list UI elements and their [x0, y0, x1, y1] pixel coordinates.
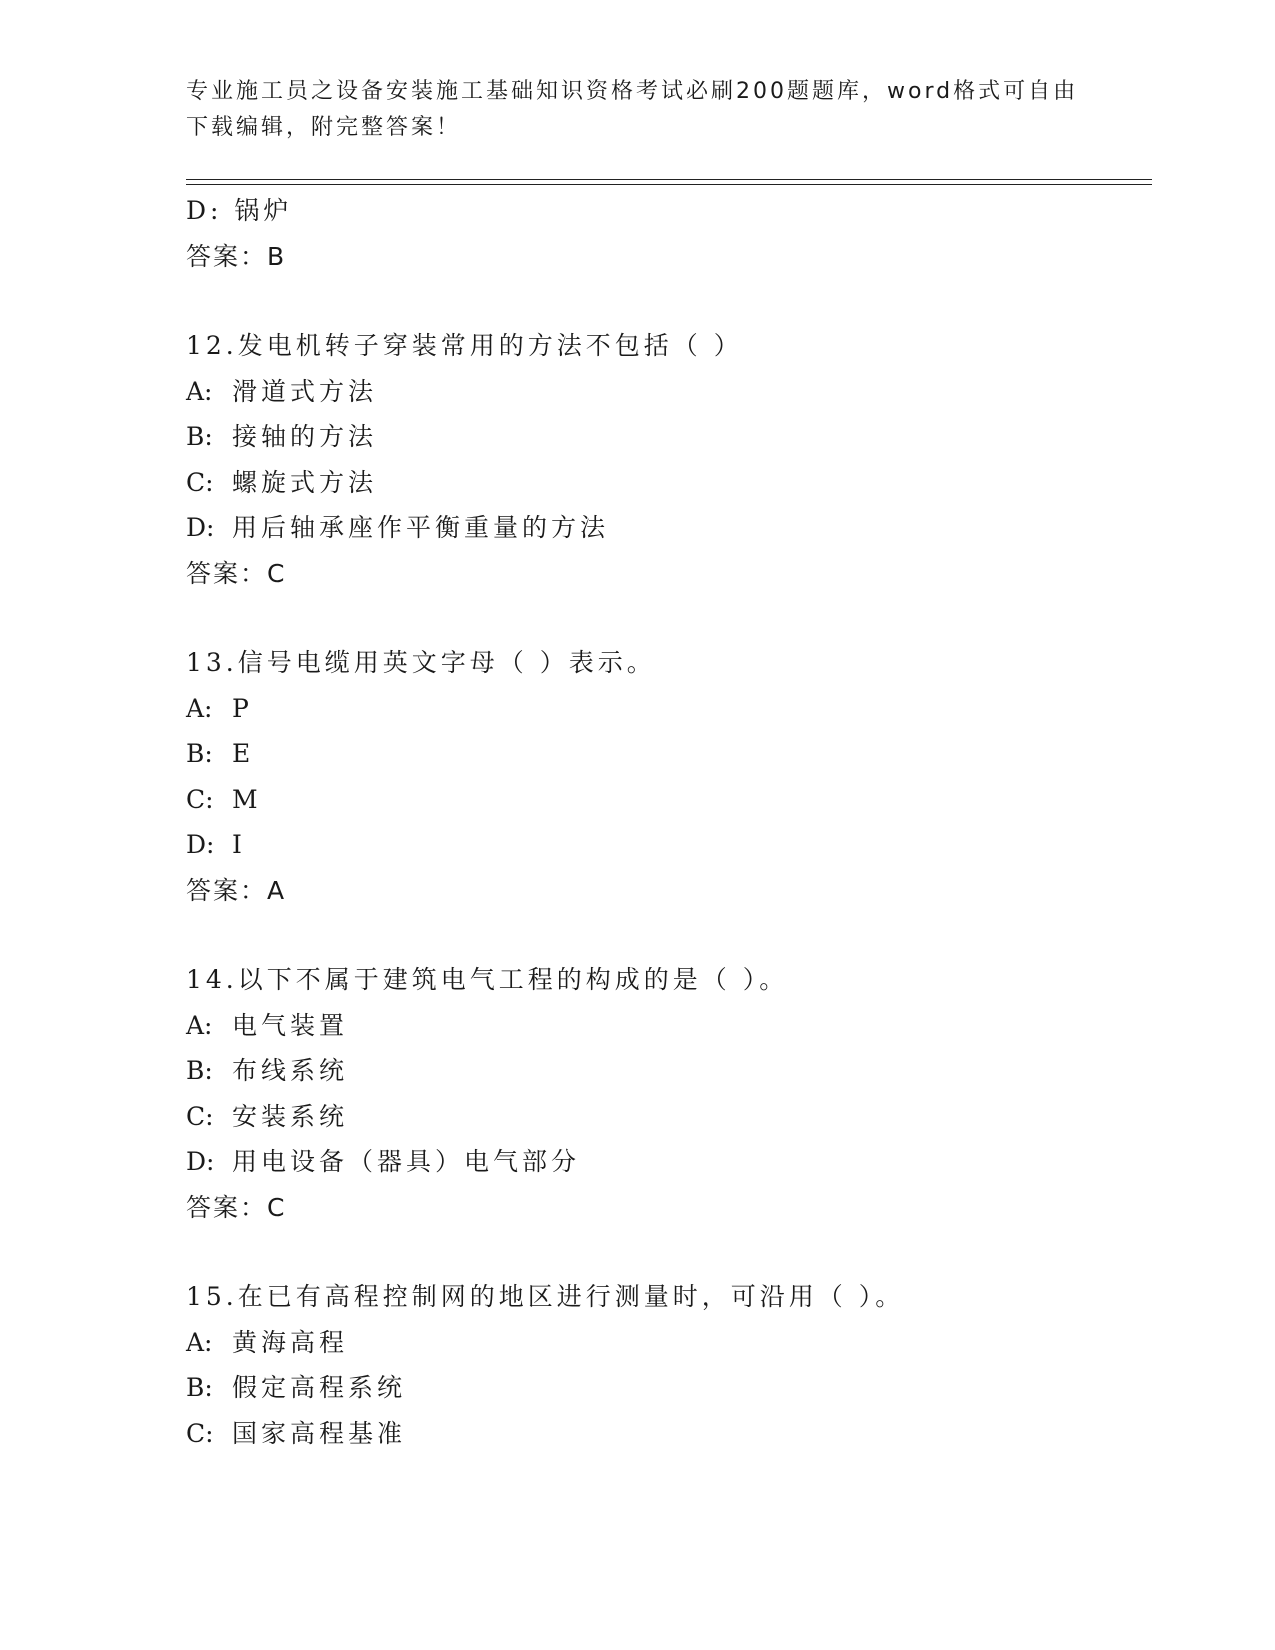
- question-stem: 14.以下不属于建筑电气工程的构成的是（ ）。: [186, 965, 789, 994]
- option-letter: C:: [186, 1418, 214, 1448]
- option-text: I: [232, 830, 246, 859]
- option-letter: A:: [186, 376, 213, 406]
- option-text: 接轴的方法: [232, 422, 378, 451]
- option-letter: D:: [186, 1147, 215, 1176]
- option-c: [186, 1411, 1152, 1457]
- option-d: [186, 1139, 1152, 1185]
- option-letter: B:: [186, 1056, 213, 1085]
- option-text: 用电设备（器具）电气部分: [232, 1147, 581, 1176]
- option-text: 黄海高程: [232, 1327, 349, 1357]
- question-stem: 15.在已有高程控制网的地区进行测量时，可沿用（ ）。: [186, 1282, 905, 1311]
- option-d: [186, 505, 1152, 551]
- option-letter: B:: [186, 1373, 213, 1402]
- option-letter: A:: [186, 1327, 213, 1357]
- question-stem: 13.信号电缆用英文字母（ ）表示。: [186, 648, 656, 677]
- question-14: [186, 957, 1152, 1230]
- header-line-1: 专业施工员之设备安装施工基础知识资格考试必刷200题题库，word格式可自由: [186, 79, 1079, 104]
- option-text: 国家高程基准: [232, 1418, 407, 1448]
- header-divider-top: [186, 179, 1152, 180]
- answer-line: 答案：C: [186, 1192, 287, 1222]
- option-letter: D:: [186, 513, 215, 542]
- option-text: M: [232, 784, 262, 814]
- option-letter: C:: [186, 1101, 214, 1131]
- option-c: [186, 777, 1152, 823]
- option-letter: A:: [186, 1010, 213, 1040]
- option-text: 螺旋式方法: [232, 467, 378, 497]
- question-15: [186, 1274, 1152, 1456]
- header-divider-bottom: [186, 184, 1152, 185]
- option-text: 假定高程系统: [232, 1373, 407, 1402]
- question-13: [186, 640, 1152, 913]
- option-letter: D:: [186, 830, 215, 859]
- option-b: [186, 1048, 1152, 1094]
- option-text: 用后轴承座作平衡重量的方法: [232, 513, 610, 542]
- option-a: [186, 686, 1152, 732]
- header-line-2: 下载编辑，附完整答案！: [186, 115, 462, 140]
- option-a: [186, 369, 1152, 415]
- option-letter: B:: [186, 739, 213, 768]
- option-d: [186, 822, 1152, 868]
- spacer: [186, 913, 1152, 957]
- option-letter: B:: [186, 422, 213, 451]
- option-letter: A:: [186, 693, 213, 723]
- spacer: [186, 596, 1152, 640]
- answer-line: 答案：A: [186, 875, 287, 905]
- option-text: 布线系统: [232, 1056, 349, 1085]
- spacer: [186, 279, 1152, 323]
- option-c: [186, 460, 1152, 506]
- spacer: [186, 1230, 1152, 1274]
- option-text: 滑道式方法: [232, 376, 378, 406]
- option-text: 安装系统: [232, 1101, 349, 1131]
- question-list: [186, 188, 1152, 1456]
- question-stem: 12.发电机转子穿装常用的方法不包括（ ）: [186, 331, 743, 360]
- option-letter: C:: [186, 784, 214, 814]
- option-c: [186, 1094, 1152, 1140]
- option-b: [186, 731, 1152, 777]
- option-a: [186, 1003, 1152, 1049]
- option-text: 电气装置: [232, 1010, 349, 1040]
- option-letter: C:: [186, 467, 214, 497]
- option-b: [186, 414, 1152, 460]
- question-12: [186, 323, 1152, 596]
- option-b: [186, 1365, 1152, 1411]
- document-header: [186, 74, 1086, 146]
- carryover-option-d: D: 锅炉: [186, 196, 293, 225]
- option-text: E: [232, 739, 255, 768]
- carryover-answer: 答案：B: [186, 241, 287, 271]
- option-a: [186, 1320, 1152, 1366]
- option-text: P: [232, 693, 253, 723]
- answer-line: 答案：C: [186, 558, 287, 588]
